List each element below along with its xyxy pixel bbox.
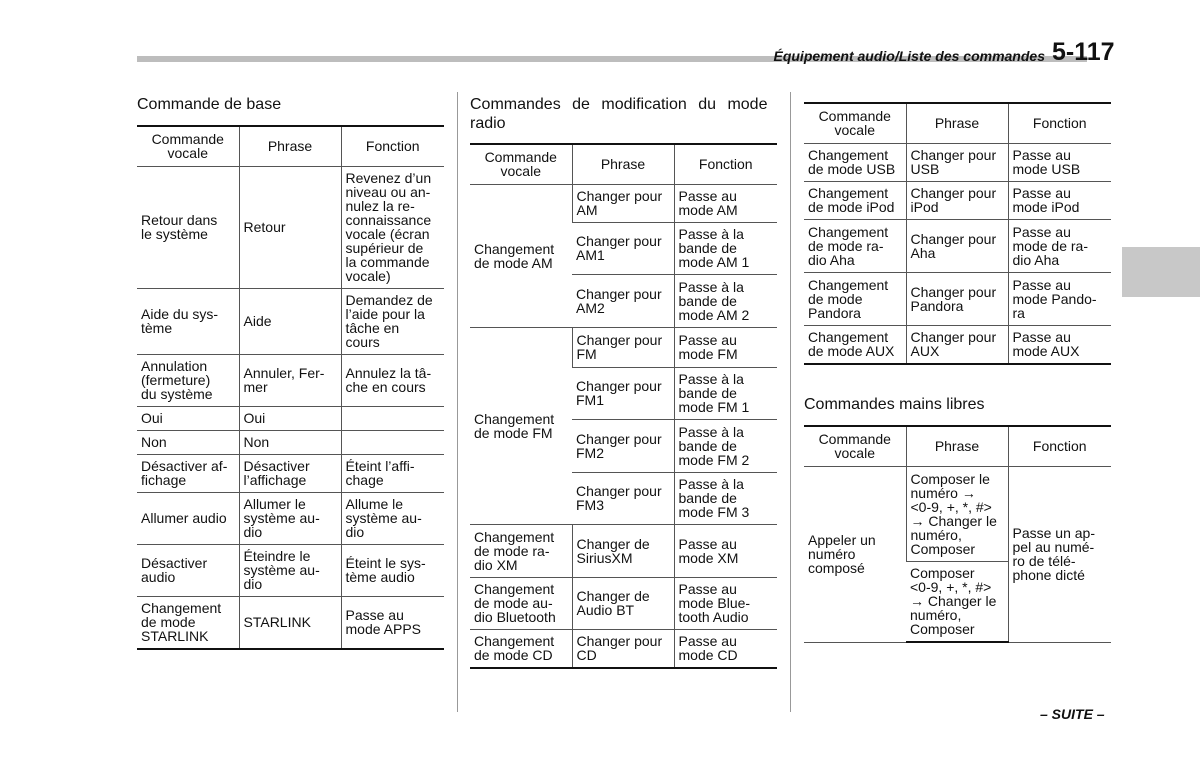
cell-command: Changement de mode Pandora <box>804 272 906 325</box>
cell-phrase: Changer de SiriusXM <box>572 524 674 577</box>
cell-command: Changement de mode AUX <box>804 325 906 364</box>
continued-marker: – SUITE – <box>1040 706 1105 722</box>
cell-command: Changement de mode STARLINK <box>137 596 239 649</box>
cell-command: Aide du sys- tème <box>137 288 239 354</box>
table-row <box>137 430 444 454</box>
column-divider-left <box>457 92 458 712</box>
table-row <box>804 466 1111 561</box>
cell-function: Passe au mode Pando- ra <box>1008 272 1111 325</box>
cell-function: Passe à la bande de mode FM 3 <box>674 472 777 524</box>
cell-function <box>341 430 444 454</box>
cell-phrase: Changer pour FM3 <box>572 472 674 524</box>
table-row <box>804 219 1111 272</box>
cell-function: Passe à la bande de mode FM 1 <box>674 367 777 419</box>
cell-function: Passe au mode XM <box>674 524 777 577</box>
table-row <box>137 544 444 596</box>
cell-function: Passe au mode CD <box>674 629 777 668</box>
cell-function: Passe au mode de ra- dio Aha <box>1008 219 1111 272</box>
cell-phrase: Désactiver l’affichage <box>239 454 341 492</box>
cell-command: Désactiver audio <box>137 544 239 596</box>
base-commands-table <box>137 125 444 650</box>
cell-phrase: Changer pour CD <box>572 629 674 668</box>
table-row <box>137 288 444 354</box>
header-phrase: Phrase <box>572 144 674 184</box>
cell-command: Changement de mode iPod <box>804 181 906 219</box>
radio-section-title: Commandes de modification du mode radio <box>470 96 768 132</box>
handsfree-commands-table <box>804 425 1111 643</box>
page-number: 5-117 <box>1052 38 1115 66</box>
cell-function: Passe à la bande de mode AM 2 <box>674 274 777 327</box>
header-phrase: Phrase <box>906 426 1008 466</box>
cell-function: Passe au mode AM <box>674 184 777 222</box>
cell-function: Passe au mode Blue- tooth Audio <box>674 577 777 629</box>
cell-phrase: Changer pour AM <box>572 184 674 222</box>
cell-function <box>341 406 444 430</box>
table-row <box>470 577 777 629</box>
cell-command: Oui <box>137 406 239 430</box>
cell-command: Changement de mode ra- dio XM <box>470 524 572 577</box>
table-row <box>137 596 444 649</box>
table-row <box>804 181 1111 219</box>
table-row <box>137 454 444 492</box>
cell-phrase: Changer pour iPod <box>906 181 1008 219</box>
cell-phrase: Composer le numéro → <0-9, +, *, #> → Changer le numéro, Composer <box>906 466 1008 561</box>
cell-command: Changement de mode AM <box>470 184 572 327</box>
header-phrase: Phrase <box>906 103 1008 143</box>
table-row <box>470 524 777 577</box>
table-row <box>804 272 1111 325</box>
cell-phrase: STARLINK <box>239 596 341 649</box>
chapter-tab <box>1122 247 1200 297</box>
cell-phrase: Éteindre le système au- dio <box>239 544 341 596</box>
cell-phrase: Non <box>239 430 341 454</box>
cell-phrase: Changer pour Pandora <box>906 272 1008 325</box>
cell-phrase: Changer de Audio BT <box>572 577 674 629</box>
cell-phrase: Changer pour USB <box>906 143 1008 181</box>
header-function: Fonction <box>674 144 777 184</box>
cell-phrase: Changer pour FM1 <box>572 367 674 419</box>
cell-command: Annulation (fermeture) du système <box>137 354 239 406</box>
header-function: Fonction <box>341 126 444 166</box>
cell-phrase: Changer pour AM1 <box>572 222 674 274</box>
page-header-title: Équipement audio/Liste des commandes <box>773 48 1045 64</box>
cell-phrase: Changer pour FM <box>572 327 674 367</box>
cell-function: Passe au mode iPod <box>1008 181 1111 219</box>
header-voice-command: Commande vocale <box>804 426 906 466</box>
cell-phrase: Annuler, Fer- mer <box>239 354 341 406</box>
handsfree-section-title: Commandes mains libres <box>804 396 985 413</box>
cell-phrase: Oui <box>239 406 341 430</box>
cell-command: Désactiver af- fichage <box>137 454 239 492</box>
cell-phrase: Changer pour FM2 <box>572 419 674 472</box>
cell-command: Retour dans le système <box>137 166 239 288</box>
cell-function: Passe au mode FM <box>674 327 777 367</box>
header-phrase: Phrase <box>239 126 341 166</box>
base-section-title: Commande de base <box>137 96 282 113</box>
column-divider-right <box>790 92 791 712</box>
cell-function: Passe à la bande de mode FM 2 <box>674 419 777 472</box>
cell-command: Changement de mode USB <box>804 143 906 181</box>
cell-phrase: Aide <box>239 288 341 354</box>
radio-commands-table <box>470 143 777 669</box>
cell-command: Changement de mode FM <box>470 327 572 524</box>
cell-command: Allumer audio <box>137 492 239 544</box>
cell-function: Passe à la bande de mode AM 1 <box>674 222 777 274</box>
cell-phrase: Allumer le système au- dio <box>239 492 341 544</box>
cell-function: Passe au mode APPS <box>341 596 444 649</box>
cell-phrase: Changer pour AUX <box>906 325 1008 364</box>
cell-phrase: Retour <box>239 166 341 288</box>
header-voice-command: Commande vocale <box>804 103 906 143</box>
header-voice-command: Commande vocale <box>137 126 239 166</box>
cell-phrase: Changer pour Aha <box>906 219 1008 272</box>
cell-function: Passe un ap- pel au numé- ro de télé- phone dicté <box>1008 466 1111 642</box>
other-modes-table <box>804 102 1111 365</box>
cell-function: Éteint le sys- tème audio <box>341 544 444 596</box>
table-row <box>137 492 444 544</box>
cell-function: Passe au mode AUX <box>1008 325 1111 364</box>
table-row <box>470 327 777 367</box>
cell-command: Changement de mode CD <box>470 629 572 668</box>
header-function: Fonction <box>1008 426 1111 466</box>
cell-function: Passe au mode USB <box>1008 143 1111 181</box>
cell-phrase: Changer pour AM2 <box>572 274 674 327</box>
table-row <box>804 325 1111 364</box>
cell-command: Changement de mode ra- dio Aha <box>804 219 906 272</box>
table-row <box>470 629 777 668</box>
cell-phrase: Composer <0-9, +, *, #> → Changer le numéro, Composer <box>906 561 1008 642</box>
header-function: Fonction <box>1008 103 1111 143</box>
table-row <box>470 184 777 222</box>
cell-command: Appeler un numéro composé <box>804 466 906 642</box>
cell-function: Demandez de l’aide pour la tâche en cours <box>341 288 444 354</box>
header-voice-command: Commande vocale <box>470 144 572 184</box>
cell-command: Changement de mode au- dio Bluetooth <box>470 577 572 629</box>
table-row <box>804 143 1111 181</box>
cell-function: Revenez d’un niveau ou an- nulez la re- connaissance vocale (écran supérieur de la commande vocale) <box>341 166 444 288</box>
table-row <box>137 406 444 430</box>
table-row <box>137 166 444 288</box>
table-row <box>137 354 444 406</box>
cell-function: Annulez la tâ- che en cours <box>341 354 444 406</box>
cell-command: Non <box>137 430 239 454</box>
cell-function: Éteint l’affi- chage <box>341 454 444 492</box>
cell-function: Allume le système au- dio <box>341 492 444 544</box>
